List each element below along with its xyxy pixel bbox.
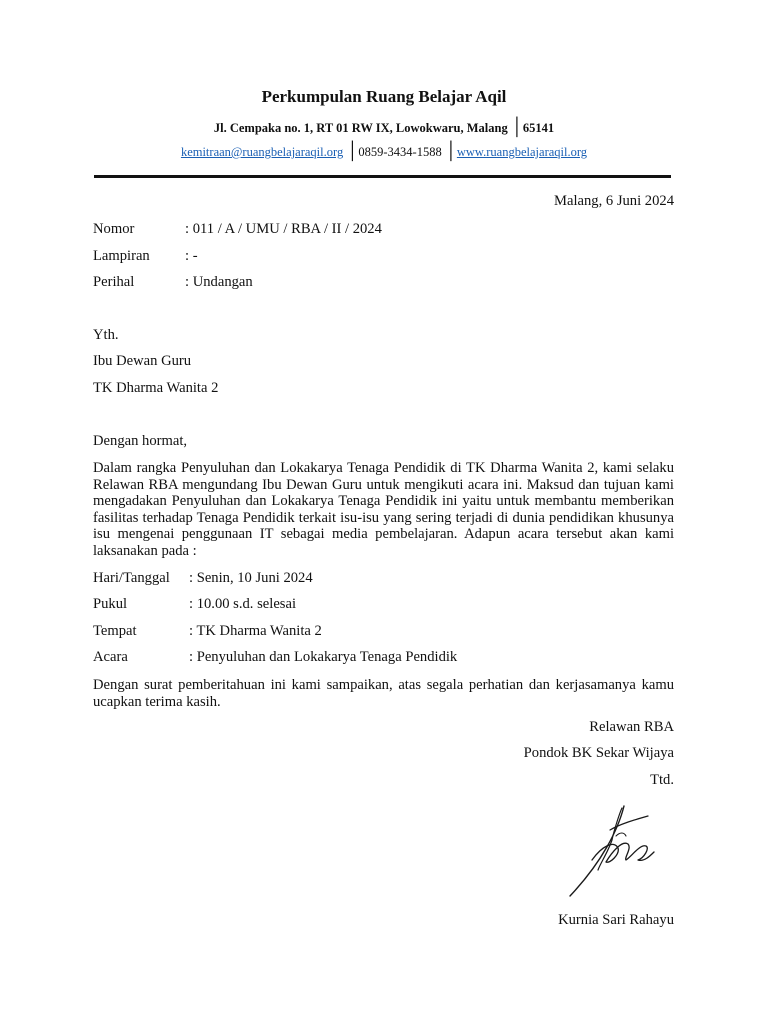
- letter-date: Malang, 6 Juni 2024: [554, 193, 674, 209]
- signature-image: [562, 800, 662, 900]
- event-label-date: Hari/Tanggal: [93, 570, 170, 586]
- sender-name: Kurnia Sari Rahayu: [558, 912, 674, 928]
- org-name: Perkumpulan Ruang Belajar Aqil: [261, 87, 507, 106]
- separator: │: [510, 117, 523, 136]
- sender-place: Pondok BK Sekar Wijaya: [523, 745, 674, 761]
- event-label-time: Pukul: [93, 596, 128, 612]
- meta-label-perihal: Perihal: [93, 274, 135, 290]
- event-value-place: : TK Dharma Wanita 2: [189, 623, 322, 639]
- event-label-agenda: Acara: [93, 649, 128, 665]
- postal-code: 65141: [522, 121, 555, 135]
- sender-ttd: Ttd.: [650, 772, 674, 788]
- separator: │: [346, 141, 359, 160]
- closing-paragraph: Dengan surat pemberitahuan ini kami sampaikan, atas segala perhatian dan kerjasamanya kamu ucapkan terima kasih.: [93, 677, 674, 710]
- separator: │: [444, 141, 457, 160]
- phone-number: 0859-3434-1588: [358, 145, 442, 159]
- sender-group: Relawan RBA: [589, 719, 674, 735]
- event-value-date: : Senin, 10 Juni 2024: [189, 570, 313, 586]
- body-paragraph: Dalam rangka Penyuluhan dan Lokakarya Tenaga Pendidik di TK Dharma Wanita 2, kami selaku Relawan RBA mengundang Ibu Dewan Guru untuk mengikuti acara ini. Maksud dan tujuan kami mengadakan Penyuluhan dan Lokakarya Tenaga Pendidik ini yaitu untuk membantu memberikan fasilitas terhadap Tenaga Pendidik terkait isu-isu yang sering terjadi di dunia pendidikan khusunya isu mengenai penggunaan IT sebagai media pembelajaran. Adapun acara tersebut akan kami laksanakan pada :: [93, 460, 674, 559]
- recipient-prefix: Yth.: [93, 327, 119, 343]
- website-link[interactable]: www.ruangbelajaraqil.org: [456, 145, 588, 159]
- email-link[interactable]: kemitraan@ruangbelajaraqil.org: [180, 145, 344, 159]
- meta-label-nomor: Nomor: [93, 221, 135, 237]
- header-divider: [94, 175, 671, 178]
- recipient-name: Ibu Dewan Guru: [93, 353, 192, 369]
- greeting: Dengan hormat,: [93, 433, 188, 449]
- event-value-time: : 10.00 s.d. selesai: [189, 596, 297, 612]
- org-contact-line: [0, 141, 768, 161]
- meta-value-nomor: : 011 / A / UMU / RBA / II / 2024: [185, 221, 382, 237]
- event-label-place: Tempat: [93, 623, 137, 639]
- org-address-line: [0, 117, 768, 137]
- meta-value-perihal: : Undangan: [185, 274, 253, 290]
- recipient-institution: TK Dharma Wanita 2: [93, 380, 219, 396]
- event-value-agenda: : Penyuluhan dan Lokakarya Tenaga Pendidik: [189, 649, 458, 665]
- meta-label-lampiran: Lampiran: [93, 248, 150, 264]
- meta-value-lampiran: : -: [185, 248, 198, 264]
- org-address: Jl. Cempaka no. 1, RT 01 RW IX, Lowokwaru, Malang: [213, 121, 508, 135]
